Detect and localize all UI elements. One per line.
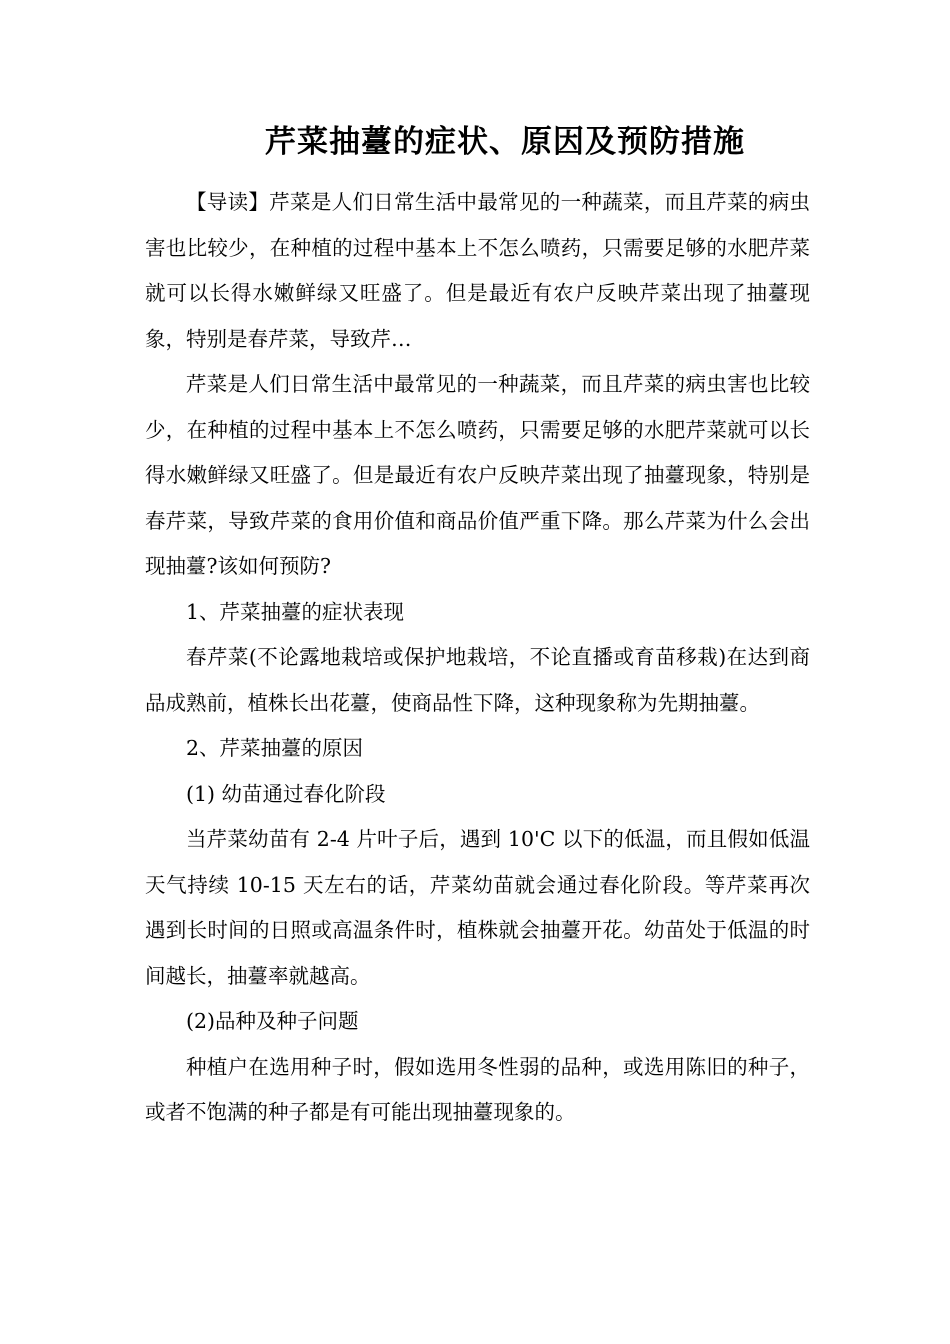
section-heading: 2、芹菜抽薹的原因 bbox=[186, 736, 364, 760]
body-paragraph: 芹菜是人们日常生活中最常见的一种蔬菜，而且芹菜的病虫害也比较少，在种植的过程中基本上不怎么喷药，只需要足够的水肥芹菜就可以长得水嫩鲜绿又旺盛了。但是最近有农户反映芹菜出现了抽薹现象，特别是春芹菜，导致芹菜的食用价值和商品价值严重下降。那么芹菜为什么会出现抽薹?该如何预防? bbox=[145, 372, 810, 578]
body-paragraph: 春芹菜(不论露地栽培或保护地栽培，不论直播或育苗移栽)在达到商品成熟前，植株长出花薹，使商品性下降，这种现象称为先期抽薹。 bbox=[145, 645, 810, 715]
body-paragraph: 当芹菜幼苗有 2-4 片叶子后，遇到 10'C 以下的低温，而且假如低温天气持续 10-15 天左右的话，芹菜幼苗就会通过春化阶段。等芹菜再次遇到长时间的日照或高温条件时，植株就会抽薹开花。幼苗处于低温的时间越长，抽薹率就越高。 bbox=[145, 827, 810, 988]
subsection-heading: (2)品种及种子问题 bbox=[186, 1009, 359, 1033]
section-heading: 1、芹菜抽薹的症状表现 bbox=[186, 599, 405, 624]
document-title: 芹菜抽薹的症状、原因及预防措施 bbox=[265, 124, 745, 160]
intro-paragraph: 【导读】芹菜是人们日常生活中最常见的一种蔬菜，而且芹菜的病虫害也比较少，在种植的过程中基本上不怎么喷药，只需要足够的水肥芹菜就可以长得水嫩鲜绿又旺盛了。但是最近有农户反映芹菜出现了抽薹现象，特别是春芹菜，导致芹… bbox=[145, 190, 810, 351]
document-body bbox=[145, 180, 810, 1136]
subsection-heading: (1) 幼苗通过春化阶段 bbox=[186, 781, 386, 806]
body-paragraph: 种植户在选用种子时，假如选用冬性弱的品种，或选用陈旧的种子，或者不饱满的种子都是有可能出现抽薹现象的。 bbox=[145, 1054, 810, 1124]
